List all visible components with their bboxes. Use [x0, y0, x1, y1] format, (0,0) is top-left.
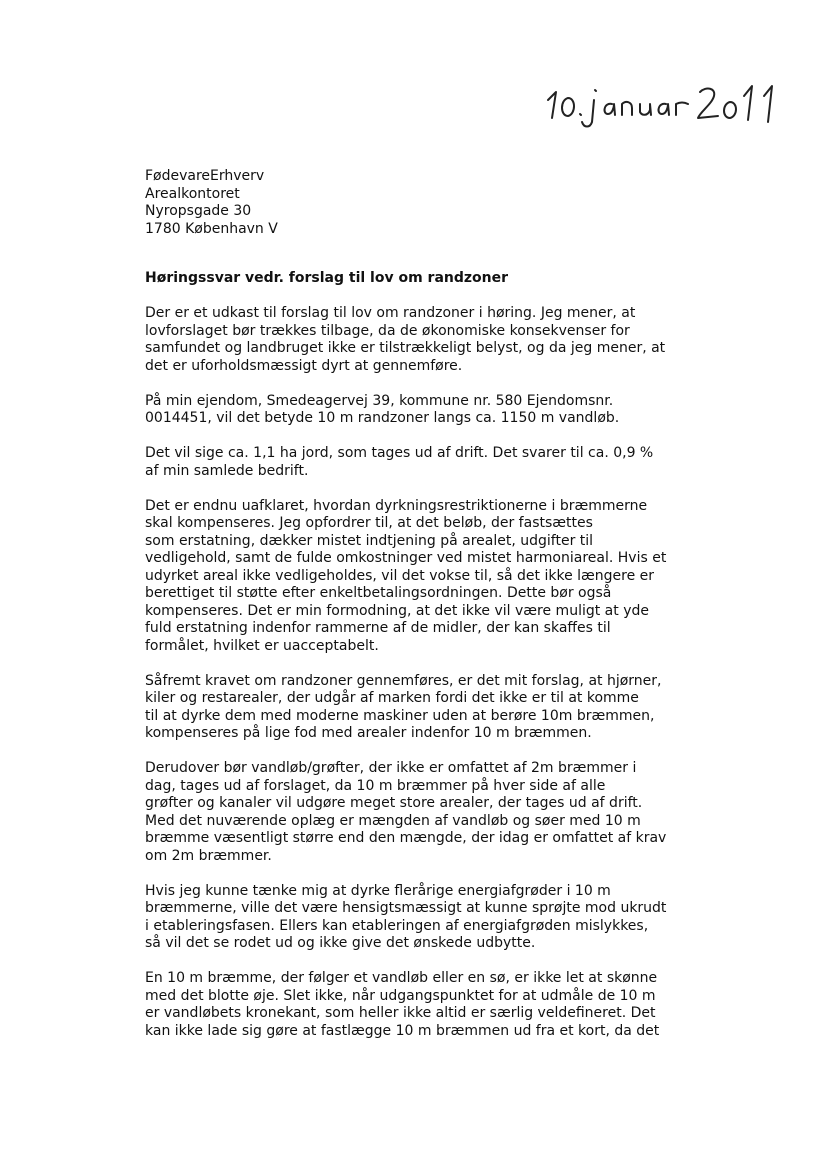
- paragraph-line: grøfter og kanaler vil udgøre meget store arealer, der tages ud af drift.: [145, 795, 643, 811]
- paragraph-line: skal kompenseres. Jeg opfordrer til, at det beløb, der fastsættes: [145, 515, 593, 531]
- paragraph-line: i etableringsfasen. Ellers kan etableringen af energiafgrøden mislykkes,: [145, 917, 649, 934]
- paragraph-line: kiler og restarealer, der udgår af marken fordi det ikke er til at komme: [145, 690, 639, 706]
- paragraph: [145, 883, 685, 953]
- paragraph-line: Derudover bør vandløb/grøfter, der ikke er omfattet af 2m bræmmer i: [145, 760, 637, 776]
- paragraph-line: kompenseres på lige fod med arealer indenfor 10 m bræmmen.: [145, 725, 592, 741]
- paragraph-line: kan ikke lade sig gøre at fastlægge 10 m bræmmen ud fra et kort, da det: [145, 1022, 660, 1039]
- recipient-line: 1780 København V: [145, 220, 278, 237]
- paragraph-line: Med det nuværende oplæg er mængden af vandløb og søer med 10 m: [145, 812, 641, 829]
- letter-subject: Høringssvar vedr. forslag til lov om randzoner: [145, 270, 509, 286]
- handwritten-date-drawing: [540, 78, 790, 128]
- paragraph-line: Såfremt kravet om randzoner gennemføres, er det mit forslag, at hjørner,: [145, 672, 662, 689]
- paragraph-line: Det vil sige ca. 1,1 ha jord, som tages ud af drift. Det svarer til ca. 0,9 %: [145, 445, 654, 461]
- paragraph: [145, 393, 685, 428]
- paragraph-line: vedligehold, samt de fulde omkostninger ved mistet harmoniareal. Hvis et: [145, 550, 667, 566]
- paragraph-line: udyrket areal ikke vedligeholdes, vil det vokse til, så det ikke længere er: [145, 567, 655, 584]
- letter-body: [145, 305, 685, 1058]
- recipient-line: Nyropsgade 30: [145, 203, 252, 219]
- paragraph-line: om 2m bræmmer.: [145, 847, 272, 864]
- paragraph: [145, 760, 685, 865]
- paragraph-line: Det er endnu uafklaret, hvordan dyrkningsrestriktionerne i bræmmerne: [145, 497, 648, 514]
- paragraph: [145, 970, 685, 1040]
- paragraph-line: lovforslaget bør trækkes tilbage, da de økonomiske konsekvenser for: [145, 322, 630, 339]
- paragraph-line: dag, tages ud af forslaget, da 10 m bræmmer på hver side af alle: [145, 777, 606, 794]
- recipient-address: [145, 168, 278, 238]
- paragraph-line: Hvis jeg kunne tænke mig at dyrke flerårige energiafgrøder i 10 m: [145, 882, 611, 899]
- paragraph-line: fuld erstatning indenfor rammerne af de midler, der kan skaffes til: [145, 620, 611, 636]
- paragraph-line: med det blotte øje. Slet ikke, når udgangspunktet for at udmåle de 10 m: [145, 987, 656, 1004]
- paragraph-line: kompenseres. Det er min formodning, at det ikke vil være muligt at yde: [145, 602, 649, 619]
- paragraph-line: På min ejendom, Smedeagervej 39, kommune nr. 580 Ejendomsnr.: [145, 392, 614, 409]
- paragraph: [145, 498, 685, 656]
- paragraph-line: er vandløbets kronekant, som heller ikke altid er særlig veldefineret. Det: [145, 1005, 656, 1021]
- paragraph: [145, 305, 685, 375]
- paragraph-line: berettiget til støtte efter enkeltbetalingsordningen. Dette bør også: [145, 585, 612, 601]
- paragraph-line: som erstatning, dækker mistet indtjening på arealet, udgifter til: [145, 532, 594, 549]
- paragraph-line: til at dyrke dem med moderne maskiner uden at berøre 10m bræmmen,: [145, 707, 655, 724]
- paragraph-line: samfundet og landbruget ikke er tilstrækkeligt belyst, og da jeg mener, at: [145, 340, 666, 356]
- paragraph: [145, 673, 685, 743]
- recipient-line: FødevareErhverv: [145, 168, 265, 184]
- paragraph-line: bræmmerne, ville det være hensigtsmæssigt at kunne sprøjte mod ukrudt: [145, 900, 667, 916]
- paragraph-line: af min samlede bedrift.: [145, 462, 309, 479]
- handwritten-date: [540, 78, 790, 128]
- recipient-line: Arealkontoret: [145, 185, 240, 202]
- paragraph-line: det er uforholdsmæssigt dyrt at gennemføre.: [145, 357, 463, 374]
- paragraph-line: 0014451, vil det betyde 10 m randzoner langs ca. 1150 m vandløb.: [145, 410, 620, 426]
- paragraph-line: så vil det se rodet ud og ikke give det ønskede udbytte.: [145, 935, 536, 951]
- paragraph-line: Der er et udkast til forslag til lov om randzoner i høring. Jeg mener, at: [145, 305, 636, 321]
- paragraph-line: formålet, hvilket er uacceptabelt.: [145, 637, 379, 654]
- paragraph-line: bræmme væsentligt større end den mængde, der idag er omfattet af krav: [145, 830, 667, 846]
- paragraph-line: En 10 m bræmme, der følger et vandløb eller en sø, er ikke let at skønne: [145, 970, 658, 986]
- paragraph: [145, 445, 685, 480]
